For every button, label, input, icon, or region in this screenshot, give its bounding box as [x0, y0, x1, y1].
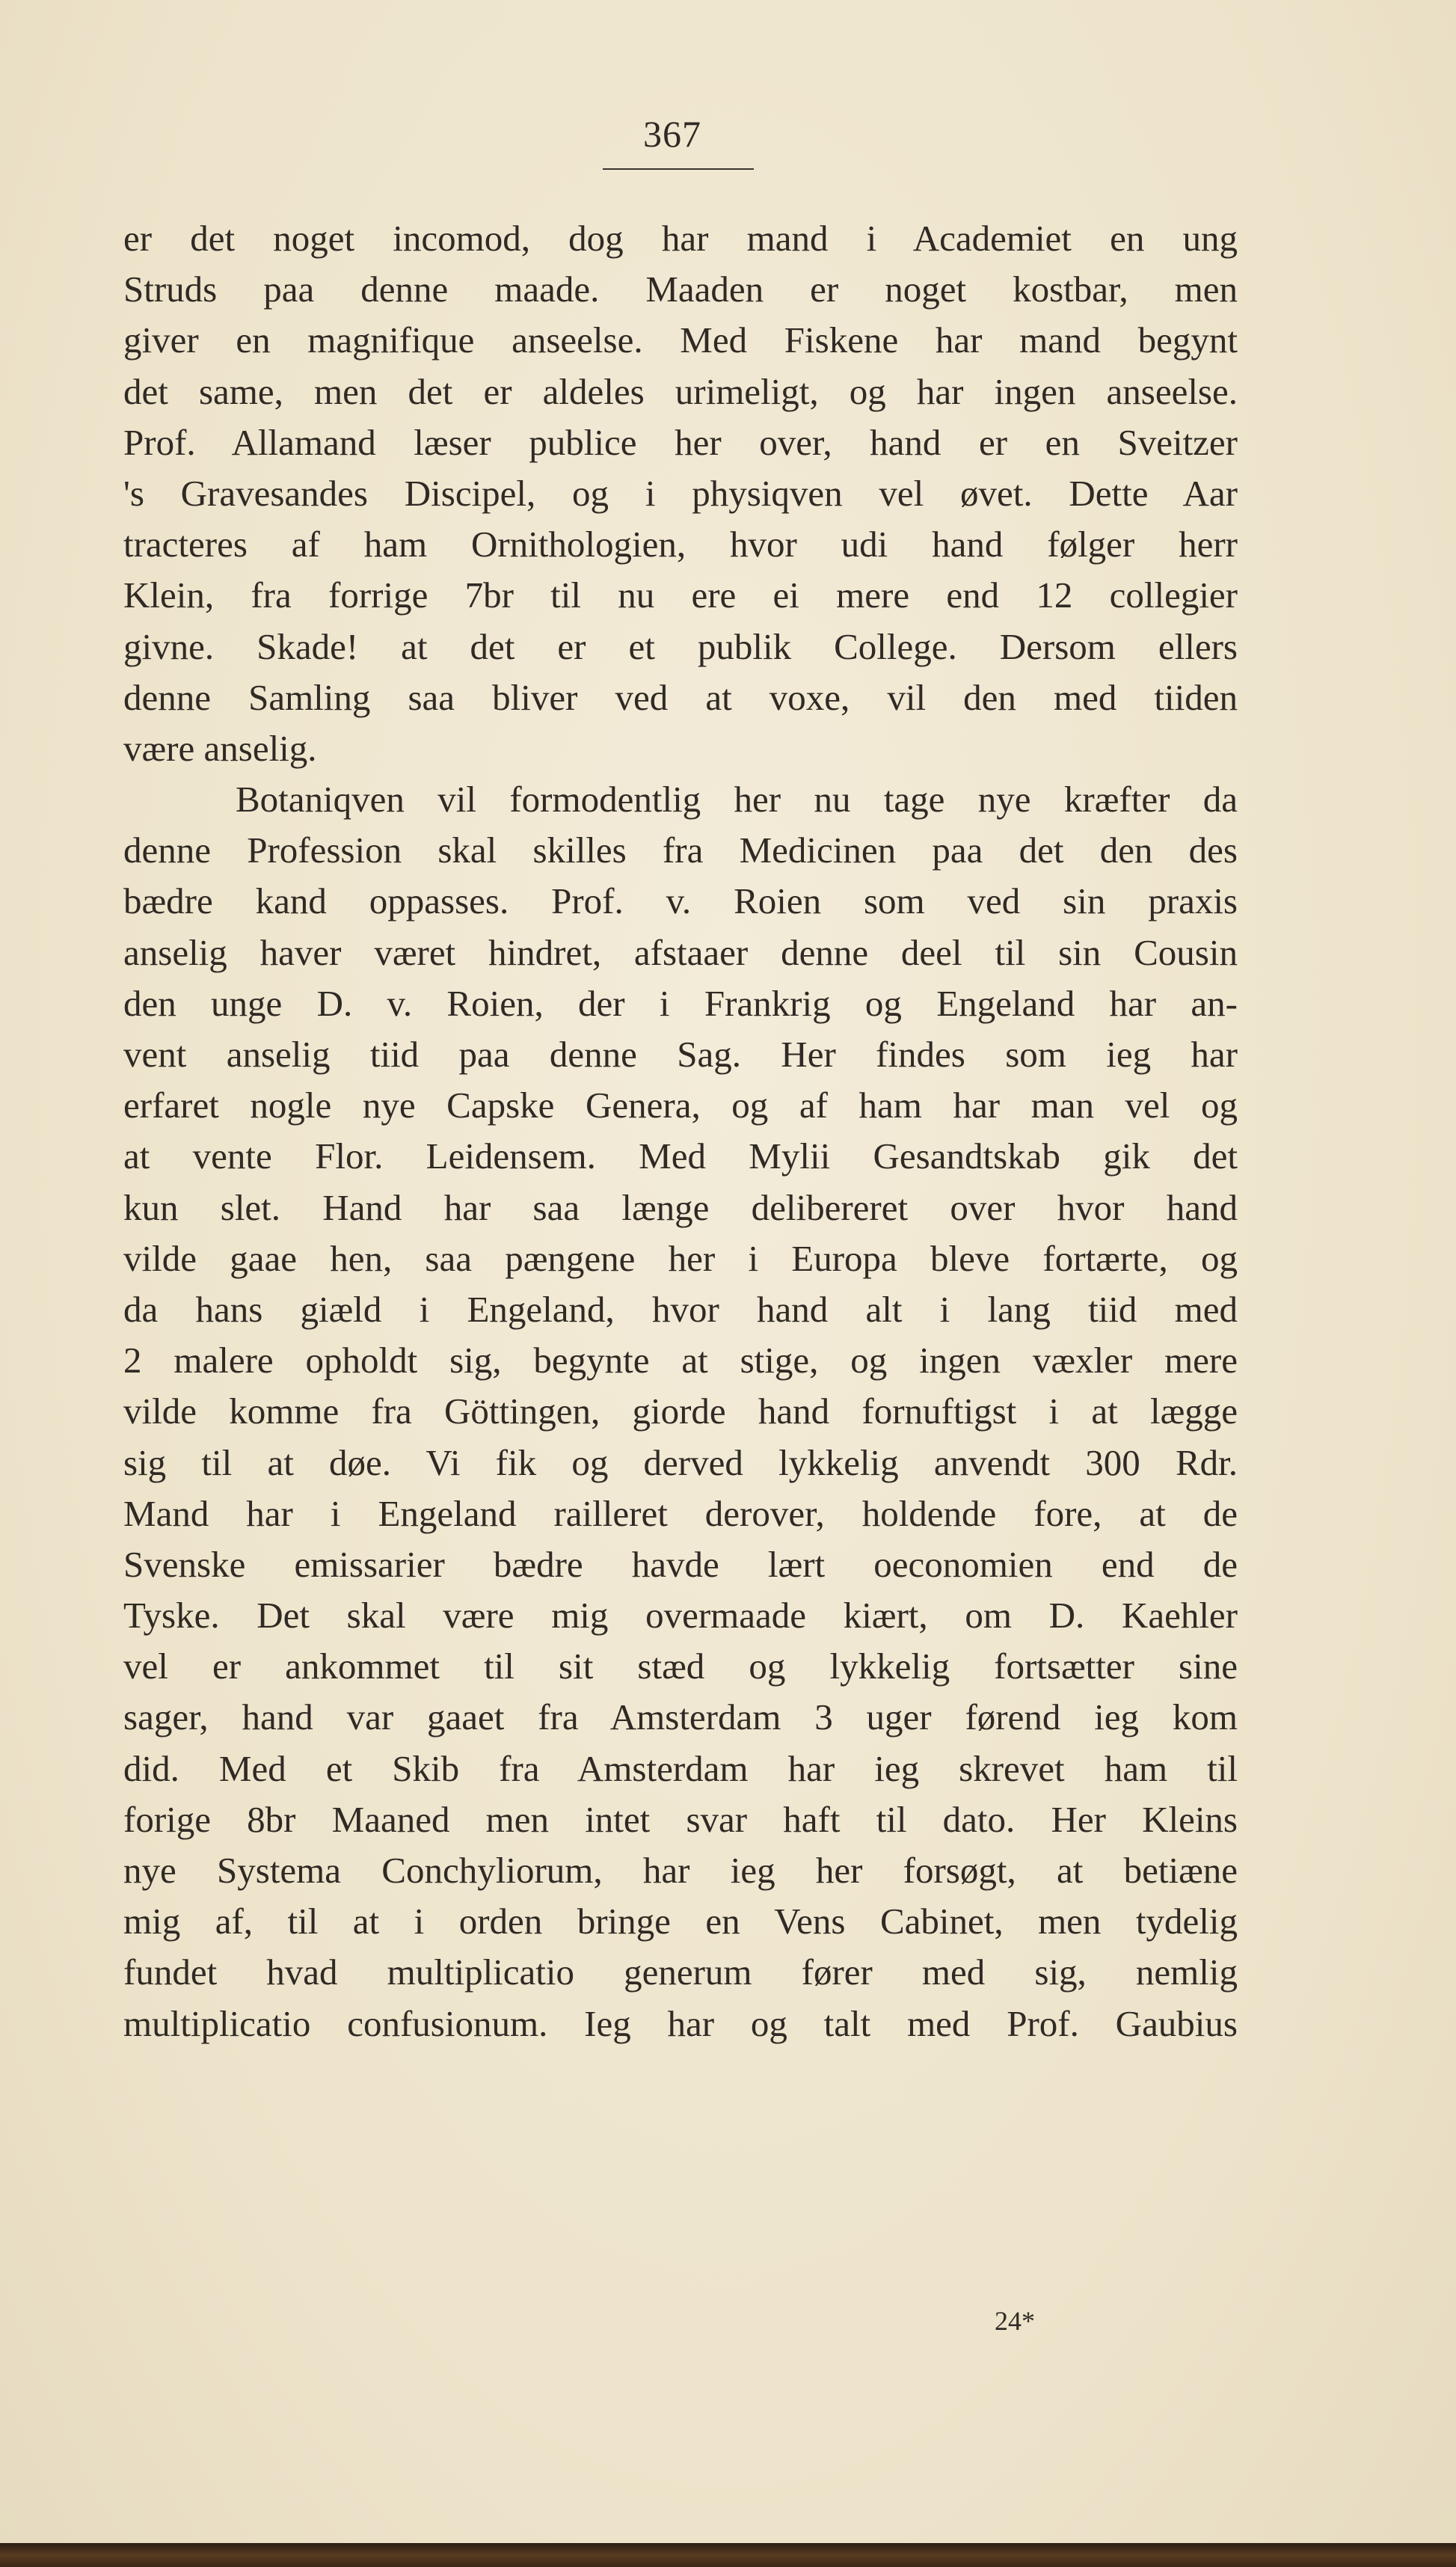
text-line: vilde komme fra Göttingen, giorde hand fornuftigst i at lægge [123, 1390, 1238, 1432]
text-line: erfaret nogle nye Capske Genera, og af ham har man vel og [123, 1085, 1238, 1126]
text-line: Svenske emissarier bædre havde lært oeconomien end de [123, 1543, 1238, 1585]
text-line: 's Gravesandes Discipel, og i physiqven vel øvet. Dette Aar [123, 472, 1238, 514]
text-line: sig til at døe. Vi fik og derved lykkelig anvendt 300 Rdr. [123, 1441, 1238, 1483]
page-number: 367 [643, 113, 701, 155]
text-line: Tyske. Det skal være mig overmaade kiært, om D. Kaehler [123, 1595, 1238, 1637]
page-bottom-edge [0, 2543, 1456, 2567]
text-line: giver en magnifique anseelse. Med Fiskene har mand begynt [123, 319, 1238, 361]
page-number-rule [603, 168, 754, 170]
paragraph-start-line: Botaniqven vil formodentlig her nu tage nye kræfter da [236, 779, 1238, 821]
text-line: vilde gaae hen, saa pængene her i Europa bleve fortærte, og [123, 1237, 1238, 1279]
text-line: da hans giæld i Engeland, hvor hand alt i lang tiid med [123, 1288, 1238, 1330]
text-line: sager, hand var gaaet fra Amsterdam 3 uger førend ieg kom [123, 1696, 1238, 1738]
text-line: bædre kand oppasses. Prof. v. Roien som ved sin praxis [123, 880, 1238, 922]
text-line: 2 malere opholdt sig, begynte at stige, og ingen væxler mere [123, 1340, 1238, 1381]
text-line: tracteres af ham Ornithologien, hvor udi hand følger herr [123, 524, 1238, 565]
body-text [123, 213, 1238, 2049]
text-line: Mand har i Engeland railleret derover, holdende fore, at de [123, 1492, 1238, 1534]
text-line: at vente Flor. Leidensem. Med Mylii Gesandtskab gik det [123, 1135, 1238, 1177]
text-line: Prof. Allamand læser publice her over, hand er en Sveitzer [123, 421, 1238, 463]
signature-mark: 24* [995, 2306, 1035, 2336]
text-line: nye Systema Conchyliorum, har ieg her forsøgt, at betiæne [123, 1850, 1238, 1891]
text-line: mig af, til at i orden bringe en Vens Cabinet, men tydelig [123, 1901, 1238, 1942]
text-line: Struds paa denne maade. Maaden er noget kostbar, men [123, 269, 1238, 310]
text-line: fundet hvad multiplicatio generum fører med sig, nemlig [123, 1951, 1238, 1993]
text-line: denne Samling saa bliver ved at voxe, vil den med tiiden [123, 676, 1238, 718]
text-line: Klein, fra forrige 7br til nu ere ei mere end 12 collegier [123, 574, 1238, 616]
text-line: er det noget incomod, dog har mand i Academiet en ung [123, 218, 1238, 259]
text-line: multiplicatio confusionum. Ieg har og talt med Prof. Gaubius [123, 2002, 1238, 2044]
text-line: forige 8br Maaned men intet svar haft til dato. Her Kleins [123, 1798, 1238, 1840]
text-line: den unge D. v. Roien, der i Frankrig og Engeland har an- [123, 982, 1238, 1024]
text-line: vent anselig tiid paa denne Sag. Her findes som ieg har [123, 1034, 1238, 1075]
text-line: givne. Skade! at det er et publik College. Dersom ellers [123, 625, 1238, 667]
text-line: did. Med et Skib fra Amsterdam har ieg skrevet ham til [123, 1747, 1238, 1789]
text-line: vel er ankommet til sit stæd og lykkelig fortsætter sine [123, 1646, 1238, 1687]
text-line: kun slet. Hand har saa længe delibereret over hvor hand [123, 1186, 1238, 1228]
text-line: denne Profession skal skilles fra Medicinen paa det den des [123, 829, 1238, 871]
paragraph-end-line: være anselig. [123, 727, 317, 769]
text-line: anselig haver været hindret, afstaaer denne deel til sin Cousin [123, 931, 1238, 973]
text-line: det same, men det er aldeles urimeligt, og har ingen anseelse. [123, 370, 1238, 412]
